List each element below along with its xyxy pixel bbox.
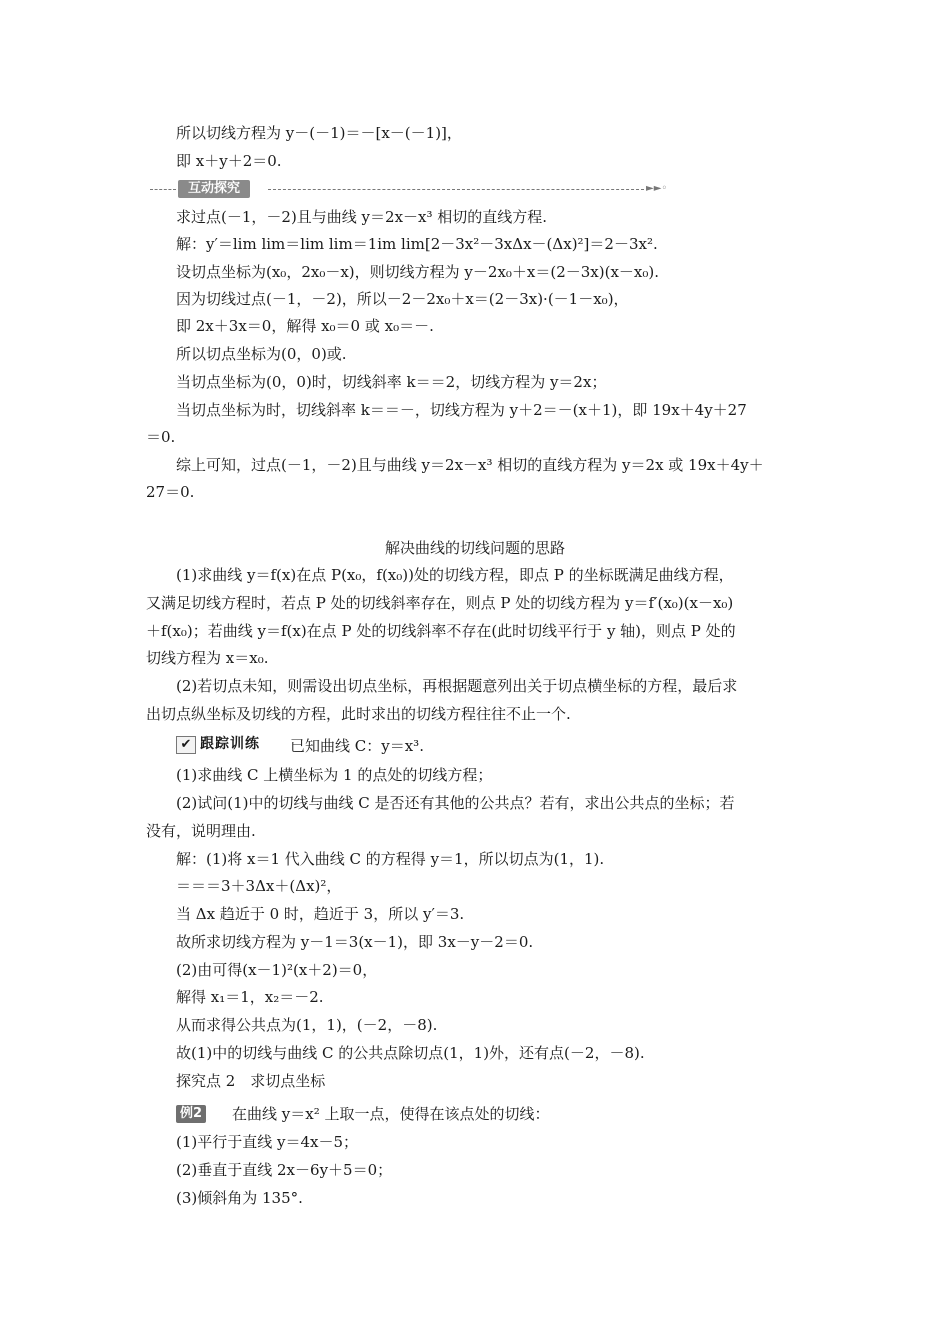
text-line: (1)平行于直线 y＝4x－5； — [176, 1133, 359, 1151]
text-line: ＝0. — [146, 428, 176, 446]
text-line: 解：(1)将 x＝1 代入曲线 C 的方程得 y＝1，所以切点为(1，1). — [176, 850, 605, 868]
text-line: 当切点坐标为(0，0)时，切线斜率 k＝＝2，切线方程为 y＝2x； — [176, 373, 607, 391]
check-icon: ✔ — [176, 736, 196, 754]
arrow-right-icon: ►►◦ — [646, 183, 668, 194]
section-heading: 探究点 2 求切点坐标 — [176, 1072, 326, 1090]
text-line: 在曲线 y＝x² 上取一点，使得在该点处的切线： — [232, 1105, 550, 1123]
text-line: 求过点(－1，－2)且与曲线 y＝2x－x³ 相切的直线方程. — [176, 208, 548, 226]
text-line: ＋f(x₀)；若曲线 y＝f(x)在点 P 处的切线斜率不存在(此时切线平行于 y 轴)，则点 P 处的 — [146, 622, 736, 640]
interactive-explore-banner — [150, 180, 668, 198]
text-line: (2)若切点未知，则需设出切点坐标，再根据题意列出关于切点横坐标的方程，最后求 — [176, 677, 738, 695]
text-line: 解得 x₁＝1，x₂＝－2. — [176, 988, 324, 1006]
text-line: 没有，说明理由. — [146, 822, 256, 840]
text-line: 已知曲线 C：y＝x³. — [290, 737, 424, 755]
text-line: 因为切线过点(－1，－2)，所以－2－2x₀＋x＝(2－3x)·(－1－x₀)， — [176, 290, 629, 308]
text-line: 当切点坐标为时，切线斜率 k＝＝－，切线方程为 y＋2＝－(x＋1)，即 19x＋4y＋27 — [176, 401, 747, 419]
text-line: 当 Δx 趋近于 0 时，趋近于 3，所以 y′＝3. — [176, 905, 465, 923]
text-line: 故(1)中的切线与曲线 C 的公共点除切点(1，1)外，还有点(－2，－8). — [176, 1044, 645, 1062]
text-line: 即 2x＋3x＝0，解得 x₀＝0 或 x₀＝－. — [176, 317, 434, 335]
text-line: (1)求曲线 y＝f(x)在点 P(x₀，f(x₀))处的切线方程，即点 P 的坐标既满足曲线方程， — [176, 566, 734, 584]
text-line: (3)倾斜角为 135°. — [176, 1189, 303, 1207]
text-line: (1)求曲线 C 上横坐标为 1 的点处的切线方程； — [176, 766, 493, 784]
text-line: 切线方程为 x＝x₀. — [146, 649, 269, 667]
text-line: 综上可知，过点(－1，－2)且与曲线 y＝2x－x³ 相切的直线方程为 y＝2x 或 19x＋4y＋ — [176, 456, 764, 474]
text-line: 出切点纵坐标及切线的方程，此时求出的切线方程往往不止一个. — [146, 705, 571, 723]
interactive-explore-label: 互动探究 — [178, 180, 250, 198]
text-line: (2)由可得(x－1)²(x＋2)＝0， — [176, 961, 378, 979]
text-line: 故所求切线方程为 y－1＝3(x－1)，即 3x－y－2＝0. — [176, 933, 534, 951]
tracking-training-label: 跟踪训练 — [200, 736, 260, 752]
text-line: ＝＝＝3＋3Δx＋(Δx)²， — [176, 877, 342, 895]
example-badge: 例2 — [176, 1105, 206, 1123]
text-line: 解：y′＝lim lim＝lim lim＝1im lim[2－3x²－3xΔx－(Δx)²]＝2－3x². — [176, 235, 658, 253]
divider — [268, 189, 644, 190]
text-line: 所以切点坐标为(0，0)或. — [176, 345, 347, 363]
text-line: 又满足切线方程时，若点 P 处的切线斜率存在，则点 P 处的切线方程为 y＝f′(x₀)(x－x₀) — [146, 594, 734, 612]
section-heading: 解决曲线的切线问题的思路 — [384, 539, 565, 557]
text-line: (2)试问(1)中的切线与曲线 C 是否还有其他的公共点？若有，求出公共点的坐标；若 — [176, 794, 735, 812]
tracking-training-badge — [176, 734, 276, 756]
divider — [150, 189, 176, 190]
text-line: 所以切线方程为 y－(－1)＝－[x－(－1)]， — [176, 124, 462, 142]
text-line: 即 x＋y＋2＝0. — [176, 152, 282, 170]
text-line: 从而求得公共点为(1，1)，(－2，－8). — [176, 1016, 438, 1034]
text-line: 设切点坐标为(x₀，2x₀－x)，则切线方程为 y－2x₀＋x＝(2－3x)(x－x₀). — [176, 263, 660, 281]
text-line: 27＝0. — [146, 483, 195, 501]
text-line: (2)垂直于直线 2x－6y＋5＝0； — [176, 1161, 393, 1179]
